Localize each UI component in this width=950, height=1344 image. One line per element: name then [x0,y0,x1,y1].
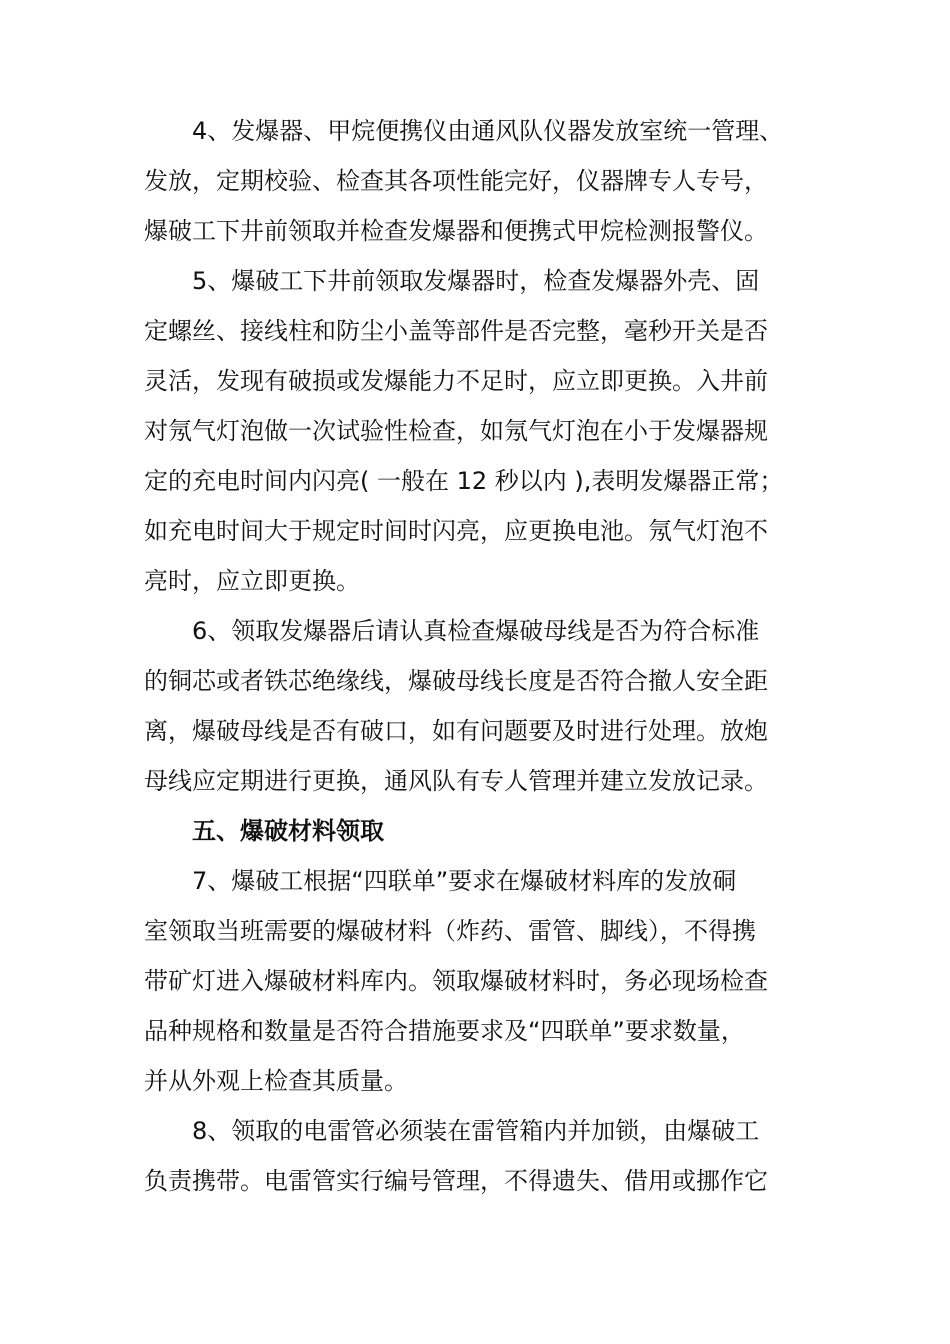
paragraph-5-line-2: 定螺丝、接线柱和防尘小盖等部件是否完整，毫秒开关是否 [144,317,768,345]
paragraph-5-line-5: 定的充电时间内闪亮( 一般在 12 秒以内 ),表明发爆器正常； [144,467,784,495]
paragraph-5-line-6: 如充电时间大于规定时间时闪亮，应更换电池。氖气灯泡不 [144,517,768,545]
paragraph-8-line-2: 负责携带。电雷管实行编号管理，不得遗失、借用或挪作它 [144,1167,768,1195]
section-heading: 五、爆破材料领取 [192,817,384,845]
paragraph-7-line-3: 带矿灯进入爆破材料库内。领取爆破材料时，务必现场检查 [144,967,768,995]
paragraph-5-line-4: 对氖气灯泡做一次试验性检查，如氖气灯泡在小于发爆器规 [144,417,768,445]
document-body [144,106,824,1206]
paragraph-7-line-2: 室领取当班需要的爆破材料（炸药、雷管、脚线），不得携 [144,917,756,945]
paragraph-4-line-1: 4、发爆器、甲烷便携仪由通风队仪器发放室统一管理、 [192,117,784,145]
paragraph-6-line-3: 离，爆破母线是否有破口，如有问题要及时进行处理。放炮 [144,717,768,745]
paragraph-5-line-7: 亮时，应立即更换。 [144,567,360,595]
paragraph-7-line-5: 并从外观上检查其质量。 [144,1067,408,1095]
paragraph-6-line-4: 母线应定期进行更换，通风队有专人管理并建立发放记录。 [144,767,768,795]
paragraph-8-line-1: 8、领取的电雷管必须装在雷管箱内并加锁，由爆破工 [192,1117,760,1145]
paragraph-4-line-2: 发放，定期校验、检查其各项性能完好，仪器牌专人专号， [144,167,768,195]
paragraph-7-line-1: 7、爆破工根据“四联单”要求在爆破材料库的发放硐 [192,867,737,895]
paragraph-4-line-3: 爆破工下井前领取并检查发爆器和便携式甲烷检测报警仪。 [144,217,768,245]
paragraph-7-line-4: 品种规格和数量是否符合措施要求及“四联单”要求数量， [144,1017,745,1045]
paragraph-6-line-2: 的铜芯或者铁芯绝缘线，爆破母线长度是否符合撤人安全距 [144,667,768,695]
paragraph-6-line-1: 6、领取发爆器后请认真检查爆破母线是否为符合标准 [192,617,760,645]
paragraph-5-line-1: 5、爆破工下井前领取发爆器时，检查发爆器外壳、固 [192,267,760,295]
paragraph-5-line-3: 灵活，发现有破损或发爆能力不足时，应立即更换。入井前 [144,367,768,395]
